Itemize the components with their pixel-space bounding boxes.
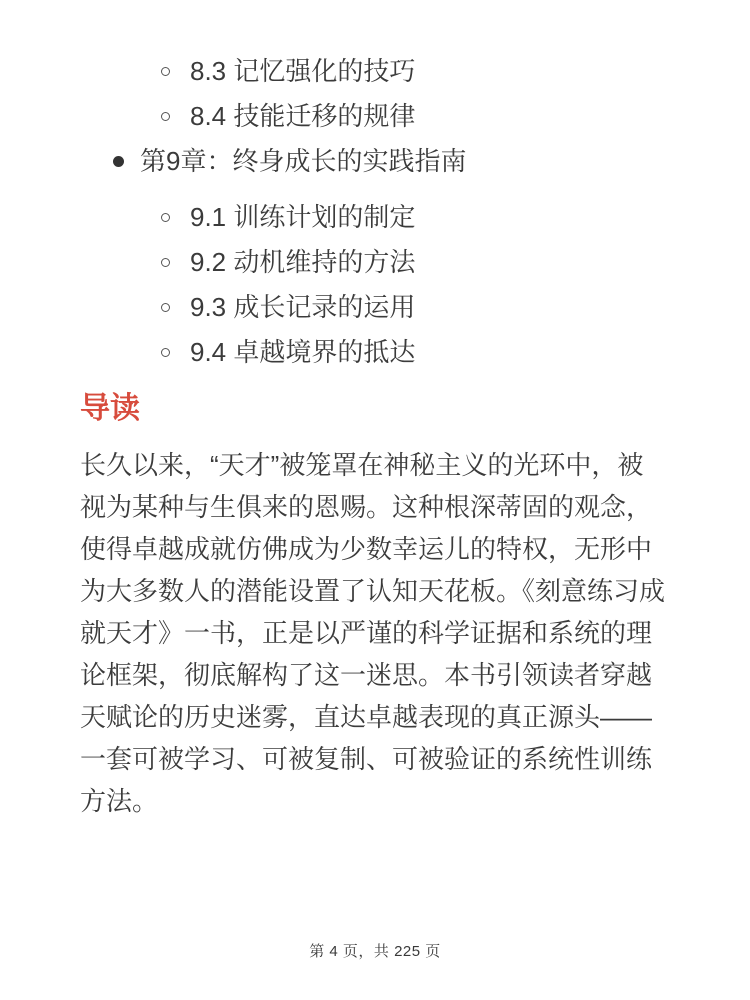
disc-bullet-icon [113, 156, 124, 167]
toc-item-label: 8.4 技能迁移的规律 [190, 101, 416, 131]
toc-item-label: 9.2 动机维持的方法 [190, 247, 416, 277]
circle-bullet-icon [161, 213, 170, 222]
circle-bullet-icon [161, 258, 170, 267]
toc-item-label: 9.3 成长记录的运用 [190, 292, 416, 322]
circle-bullet-icon [161, 303, 170, 312]
toc-item-9-2 [161, 247, 750, 278]
toc-chapter-9 [113, 146, 750, 177]
circle-bullet-icon [161, 348, 170, 357]
toc-item-label: 8.3 记忆强化的技巧 [190, 56, 416, 86]
circle-bullet-icon [161, 67, 170, 76]
section-heading: 导读 [80, 392, 140, 425]
toc-item-9-3 [161, 292, 750, 323]
toc-item-9-1 [161, 202, 750, 233]
page-number-indicator: 第 4 页，共 225 页 [309, 943, 441, 960]
toc-chapter-label: 第9章：终身成长的实践指南 [140, 146, 467, 176]
toc-item-8-4 [161, 101, 750, 132]
toc-item-label: 9.4 卓越境界的抵达 [190, 337, 416, 367]
table-of-contents [0, 0, 750, 368]
toc-item-label: 9.1 训练计划的制定 [190, 202, 416, 232]
toc-item-8-3 [161, 56, 750, 87]
circle-bullet-icon [161, 112, 170, 121]
toc-item-9-4 [161, 337, 750, 368]
intro-paragraph: 长久以来，“天才”被笼罩在神秘主义的光环中，被视为某种与生俱来的恩赐。这种根深蒂固的观念，使得卓越成就仿佛成为少数幸运儿的特权，无形中为大多数人的潜能设置了认知天花板。《刻意练习成就天才》一书，正是以严谨的科学证据和系统的理论框架，彻底解构了这一迷思。本书引领读者穿越天赋论的历史迷雾，直达卓越表现的真正源头——一套可被学习、可被复制、可被验证的系统性训练方法。 [80, 450, 666, 816]
